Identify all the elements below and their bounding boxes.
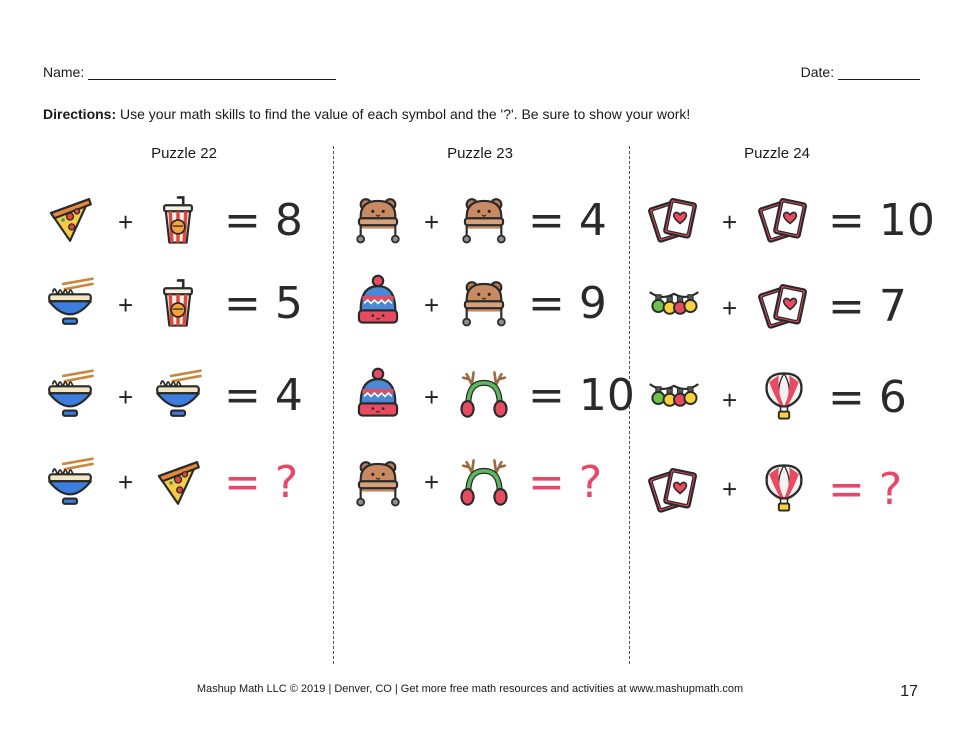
plus-sign: + xyxy=(424,382,440,412)
puzzle-title: Puzzle 22 xyxy=(151,145,217,162)
equation-result: = 10 xyxy=(528,370,635,421)
equation-result: = 8 xyxy=(224,195,303,246)
puzzle-title: Puzzle 23 xyxy=(447,145,513,162)
column-divider xyxy=(333,146,334,664)
hot-air-balloon-icon xyxy=(758,368,810,424)
knit-beanie-icon xyxy=(352,365,404,421)
directions xyxy=(43,106,690,122)
noodle-bowl-icon xyxy=(44,455,96,511)
bear-hat-icon xyxy=(458,275,510,331)
equation-result-unknown: = ? xyxy=(224,457,299,508)
plus-sign: + xyxy=(118,207,134,237)
plus-sign: + xyxy=(118,290,134,320)
noodle-bowl-icon xyxy=(44,367,96,423)
name-label: Name: xyxy=(43,64,85,80)
noodle-bowl-icon xyxy=(152,367,204,423)
directions-heading: Directions: xyxy=(43,106,117,122)
plus-sign: + xyxy=(424,467,440,497)
name-blank[interactable] xyxy=(88,65,336,80)
page-number: 17 xyxy=(900,683,918,700)
soda-cup-icon xyxy=(152,275,204,331)
plus-sign: + xyxy=(722,293,738,323)
equation-result: = 9 xyxy=(528,278,607,329)
name-field[interactable] xyxy=(43,64,336,80)
equation-result: = 4 xyxy=(528,195,607,246)
puzzle-title: Puzzle 24 xyxy=(744,145,810,162)
noodle-bowl-icon xyxy=(44,275,96,331)
footer-credit: Mashup Math LLC © 2019 | Denver, CO | Get more free math resources and activities at www.mashupmath.com xyxy=(196,683,744,695)
reindeer-earmuffs-icon xyxy=(458,455,510,511)
equation-result-unknown: = ? xyxy=(828,464,903,515)
bear-hat-icon xyxy=(458,192,510,248)
playing-cards-icon xyxy=(648,462,700,518)
date-label: Date: xyxy=(800,64,835,80)
plus-sign: + xyxy=(722,474,738,504)
knit-beanie-icon xyxy=(352,272,404,328)
playing-cards-icon xyxy=(648,192,700,248)
equation-result: = 5 xyxy=(224,278,303,329)
date-blank[interactable] xyxy=(838,65,920,80)
plus-sign: + xyxy=(722,385,738,415)
date-field[interactable] xyxy=(801,64,920,80)
reindeer-earmuffs-icon xyxy=(458,367,510,423)
string-lights-icon xyxy=(648,370,700,426)
equation-result: = 10 xyxy=(828,195,935,246)
equation-result: = 6 xyxy=(828,372,907,423)
plus-sign: + xyxy=(424,207,440,237)
equation-result: = 4 xyxy=(224,370,303,421)
equation-result-unknown: = ? xyxy=(528,457,603,508)
bear-hat-icon xyxy=(352,192,404,248)
soda-cup-icon xyxy=(152,192,204,248)
plus-sign: + xyxy=(118,382,134,412)
equation-result: = 7 xyxy=(828,281,907,332)
plus-sign: + xyxy=(424,290,440,320)
playing-cards-icon xyxy=(758,278,810,334)
hot-air-balloon-icon xyxy=(758,460,810,516)
pizza-slice-icon xyxy=(152,455,204,511)
string-lights-icon xyxy=(648,278,700,334)
bear-hat-icon xyxy=(352,455,404,511)
plus-sign: + xyxy=(118,467,134,497)
playing-cards-icon xyxy=(758,192,810,248)
pizza-slice-icon xyxy=(44,192,96,248)
directions-text: Use your math skills to find the value of each symbol and the '?'. Be sure to show your work! xyxy=(116,106,691,122)
plus-sign: + xyxy=(722,207,738,237)
